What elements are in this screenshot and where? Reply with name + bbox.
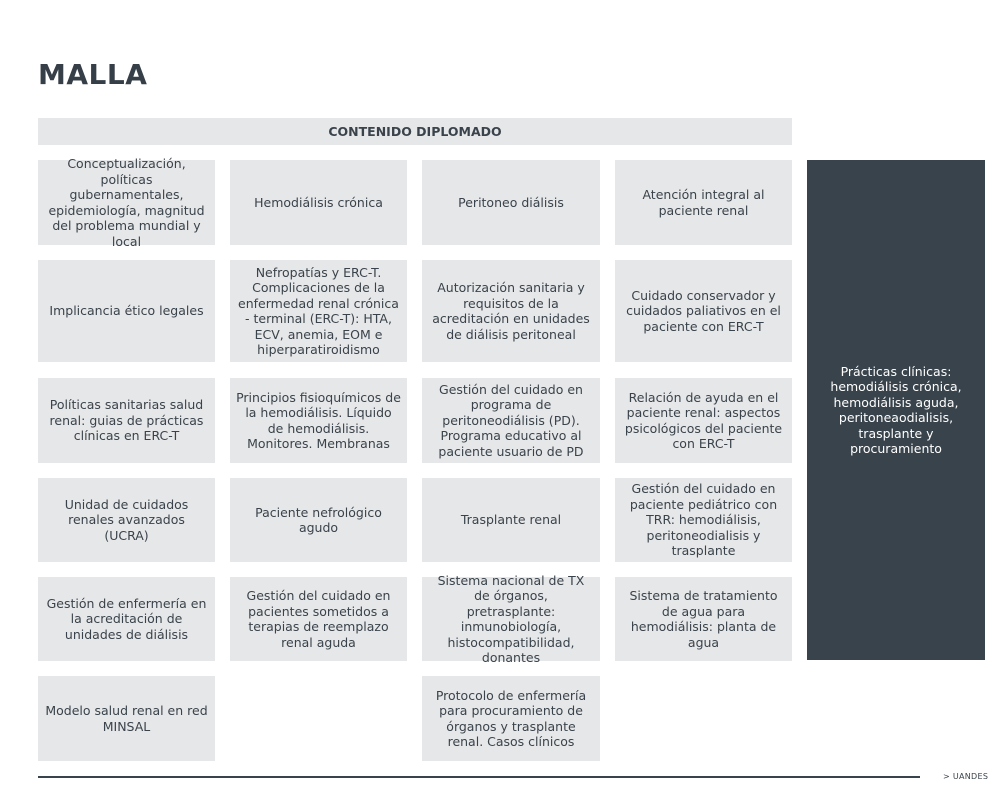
course-cell: Conceptualización, políticas gubernamentales, epidemiología, magnitud del problema mundial y local [38, 160, 215, 245]
course-cell: Políticas sanitarias salud renal: guias de prácticas clínicas en ERC-T [38, 378, 215, 463]
course-cell: Sistema de tratamiento de agua para hemodiálisis: planta de agua [615, 577, 792, 661]
course-cell: Cuidado conservador y cuidados paliativos en el paciente con ERC-T [615, 260, 792, 362]
course-cell: Modelo salud renal en red MINSAL [38, 676, 215, 761]
course-cell: Autorización sanitaria y requisitos de la acreditación en unidades de diálisis peritoneal [422, 260, 600, 362]
table-header: CONTENIDO DIPLOMADO [38, 118, 792, 145]
course-cell: Sistema nacional de TX de órganos, pretrasplante: inmunobiología, histocompatibilidad, donantes [422, 577, 600, 661]
course-cell: Relación de ayuda en el paciente renal: aspectos psicológicos del paciente con ERC-T [615, 378, 792, 463]
brand-footer: > UANDES [943, 772, 989, 781]
course-cell: Nefropatías y ERC-T. Complicaciones de la enfermedad renal crónica - terminal (ERC-T): HTA, ECV, anemia, EOM e hiperparatiroidismo [230, 260, 407, 362]
course-cell: Hemodiálisis crónica [230, 160, 407, 245]
course-cell: Peritoneo diálisis [422, 160, 600, 245]
course-cell: Unidad de cuidados renales avanzados (UCRA) [38, 478, 215, 562]
course-cell: Protocolo de enfermería para procuramiento de órganos y trasplante renal. Casos clínicos [422, 676, 600, 761]
course-cell: Atención integral al paciente renal [615, 160, 792, 245]
course-cell: Gestión del cuidado en pacientes sometidos a terapias de reemplazo renal aguda [230, 577, 407, 661]
course-cell: Gestión de enfermería en la acreditación de unidades de diálisis [38, 577, 215, 661]
practicas-clinicas-block: Prácticas clínicas: hemodiálisis crónica, hemodiálisis aguda, peritoneaodialisis, trasplante y procuramiento [807, 160, 985, 660]
footer-divider [38, 776, 920, 778]
course-cell: Principios fisioquímicos de la hemodiálisis. Líquido de hemodiálisis. Monitores. Membranas [230, 378, 407, 463]
page-title: MALLA [38, 58, 148, 91]
course-cell: Paciente nefrológico agudo [230, 478, 407, 562]
course-cell: Gestión del cuidado en programa de peritoneodiálisis (PD). Programa educativo al paciente usuario de PD [422, 378, 600, 463]
course-cell: Trasplante renal [422, 478, 600, 562]
course-cell: Gestión del cuidado en paciente pediátrico con TRR: hemodiálisis, peritoneodialisis y trasplante [615, 478, 792, 562]
course-cell: Implicancia ético legales [38, 260, 215, 362]
